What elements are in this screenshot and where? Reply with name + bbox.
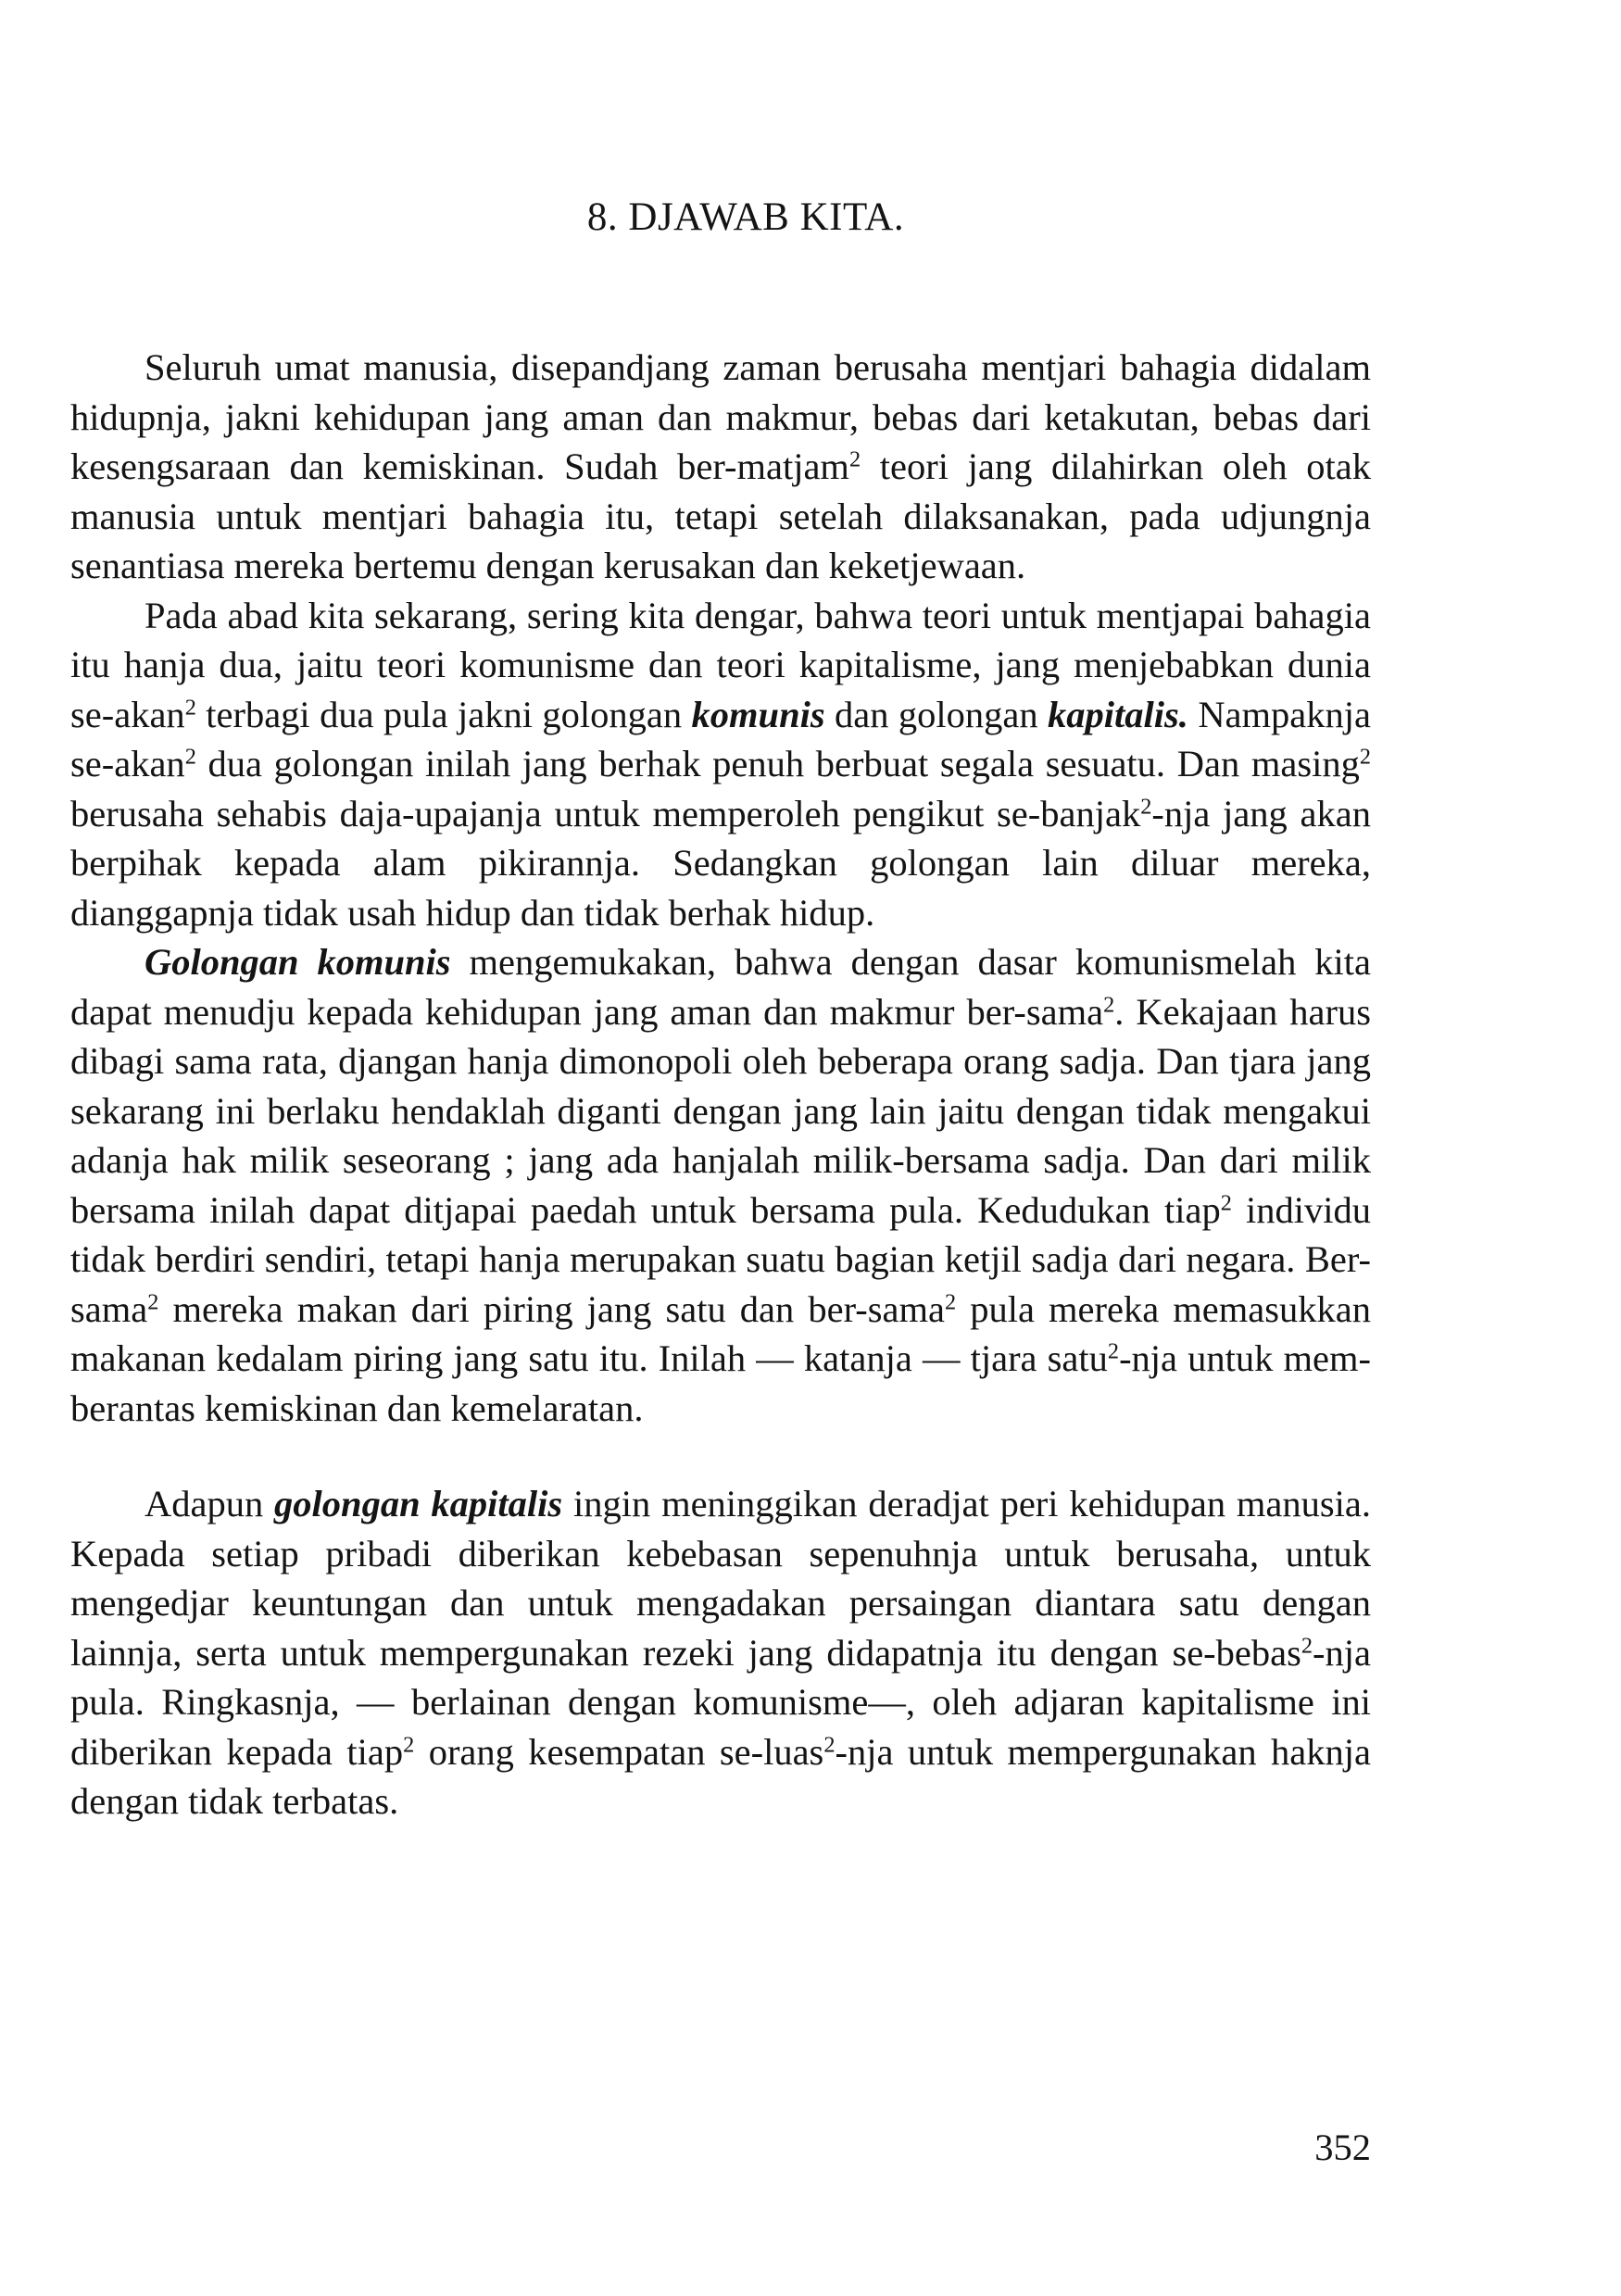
- paragraph: Pada abad kita sekarang, sering kita dengar, bahwa teori untuk mentjapai bahagia itu hanja dua, jaitu teori komunisme dan teori kapitalisme, jang menjebabkan dunia se-akan$^2$ terbagi dua pula jakni golongan komunis dan golongan kapitalis. Nampaknja se-akan$^2$ dua golongan inilah jang berhak penuh berbuat segala sesuatu. Dan masing$^2$ berusaha sehabis daja-upajanja untuk memperoleh pengikut se-banjak$^2$-nja jang akan berpihak kepada alam pikirannja. Sedangkan golongan lain diluar mereka, dianggapnja tidak usah hidup dan tidak berhak hidup.: [70, 594, 1371, 934]
- paragraph: Golongan komunis mengemukakan, bahwa dengan dasar komunismelah kita dapat menudju kepada kehidupan jang aman dan makmur ber-sama$^2$. Kekajaan harus dibagi sama rata, djangan hanja dimonopoli oleh beberapa orang sadja. Dan tjara jang sekarang ini berlaku hendaklah diganti dengan jang lain jaitu dengan tidak mengakui adanja hak milik seseorang ; jang ada hanjalah milik-bersama sadja. Dan dari milik bersama inilah dapat ditjapai paedah untuk bersama pula. Kedudukan tiap$^2$ individu tidak berdiri sendiri, tetapi hanja merupakan suatu bagian ketjil sadja dari negara. Ber-sama$^2$ mereka makan dari piring jang satu dan ber-sama$^2$ pula mereka memasukkan makanan kedalam piring jang satu itu. Inilah — katanja — tjara satu$^2$-nja untuk memberantas kemiskinan dan kemelaratan.: [70, 941, 1372, 1429]
- paragraph: Seluruh umat manusia, disepandjang zaman berusaha mentjari bahagia didalam hidupnja, jakni kehidupan jang aman dan makmur, bebas dari ketakutan, bebas dari kesengsaraan dan kemiskinan. Sudah ber-matjam$^2$ teori jang dilahirkan oleh otak manusia untuk mentjari bahagia itu, tetapi setelah dilaksanakan, pada udjungnja senantiasa mereka bertemu dengan kerusakan dan keketjewaan.: [70, 346, 1371, 586]
- paragraph: Adapun golongan kapitalis ingin meninggikan deradjat peri kehidupan manusia. Kepada setiap pribadi diberikan kebebasan sepenuhnja untuk berusaha, untuk mengedjar keuntungan dan untuk mengadakan persaingan diantara satu dengan lainnja, serta untuk mempergunakan rezeki jang didapatnja itu dengan se-bebas$^2$-nja pula. Ringkasnja, — berlainan dengan komunisme—, oleh adjaran kapitalisme ini diberikan kepada tiap$^2$ orang kesempatan se-luas$^2$-nja untuk mempergunakan haknja dengan tidak terbatas.: [70, 1483, 1371, 1822]
- chapter-title: 8. DJAWAB KITA.: [586, 195, 905, 239]
- body-text: [70, 343, 1371, 1826]
- page-number: 352: [1314, 2127, 1371, 2168]
